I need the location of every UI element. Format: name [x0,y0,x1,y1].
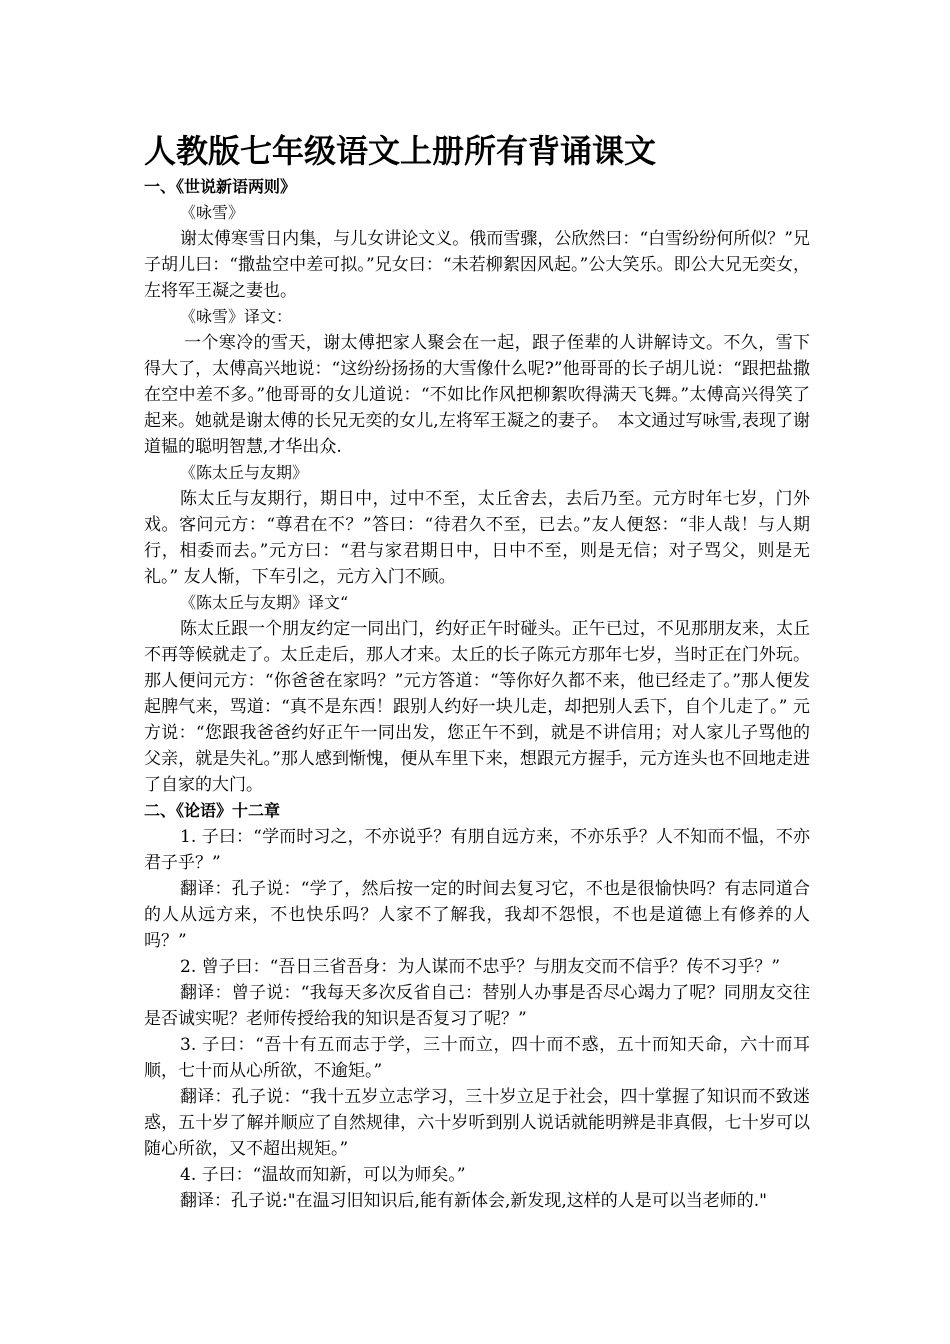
analects-item: 3. 子曰：“吾十有五而志于学，三十而立，四十而不惑，五十而知天命，六十而耳顺，七十而从心所欲，不逾矩。” [144,1035,810,1081]
document-title: 人教版七年级语文上册所有背诵课文 [144,132,657,170]
document-page [144,128,810,1214]
poem-title: 《陈太丘与友期》 [180,463,309,482]
analects-item: 4. 子曰：“温故而知新，可以为师矣。” [180,1165,466,1185]
paragraph: 一个寒冷的雪天，谢太傅把家人聚会在一起，跟子侄辈的人讲解诗文。不久，雪下得大了，太傅高兴地说：“这纷纷扬扬的大雪像什么呢?”他哥哥的长子胡儿说：“跟把盐撒在空中差不多。”他哥哥的女儿道说：“不如比作风把柳絮吹得满天飞舞。”太傅高兴得笑了起来。她就是谢太傅的长兄无奕的女儿,左将军王凝之的妻子。 本文通过写咏雪,表现了谢道韫的聪明智慧,才华出众. [144,333,810,457]
analects-item: 1. 子曰：“学而时习之，不亦说乎？有朋自远方来，不亦乐乎？人不知而不愠，不亦君子乎？” [144,827,810,873]
translation-title: 《陈太丘与友期》译文“ [180,593,349,612]
translation-paragraph: 翻译：孔子说：“我十五岁立志学习，三十岁立足于社会，四十掌握了知识而不致迷惑，五十岁了解并顺应了自然规律，六十岁听到别人说话就能明辨是非真假，七十岁可以随心所欲，又不超出规矩。” [144,1087,810,1159]
paragraph: 陈太丘与友期行，期日中，过中不至，太丘舍去，去后乃至。元方时年七岁，门外戏。客问元方：“尊君在不？”答曰：“待君久不至，已去。”友人便怒：“非人哉！与人期行，相委而去。”元方曰：“君与家君期日中，日中不至，则是无信；对子骂父，则是无礼。” 友人惭，下车引之，元方入门不顾。 [144,489,810,587]
translation-paragraph: 翻译：孔子说:"在温习旧知识后,能有新体会,新发现,这样的人是可以当老师的." [180,1191,767,1211]
translation-title: 《咏雪》译文： [180,307,293,326]
paragraph: 陈太丘跟一个朋友约定一同出门，约好正午时碰头。正午已过，不见那朋友来，太丘不再等候就走了。太丘走后，那人才来。太丘的长子陈元方那年七岁，当时正在门外玩。那人便问元方：“你爸爸在家吗？”元方答道：“等你好久都不来，他已经走了。”那人便发起脾气来，骂道：“真不是东西！跟别人约好一块儿走，却把别人丢下，自个儿走了。” 元方说：“您跟我爸爸约好正午一同出发，您正午不到，就是不讲信用；对人家儿子骂他的父亲，就是失礼。”那人感到惭愧，便从车里下来，想跟元方握手，元方连头也不回地走进了自家的大门。 [144,619,810,795]
translation-paragraph: 翻译：孔子说：“学了，然后按一定的时间去复习它，不也是很愉快吗？有志同道合的人从远方来，不也快乐吗？人家不了解我，我却不怨恨，不也是道德上有修养的人吗？” [144,879,810,951]
poem-title: 《咏雪》 [180,203,245,222]
analects-item: 2. 曾子曰：“吾日三省吾身：为人谋而不忠乎？与朋友交而不信乎？传不习乎？” [180,957,781,977]
translation-paragraph: 翻译：曾子说：“我每天多次反省自己：替别人办事是否尽心竭力了呢？同朋友交往是否诚实呢？老师传授给我的知识是否复习了呢？” [144,983,810,1029]
paragraph: 谢太傅寒雪日内集，与儿女讲论文义。俄而雪骤，公欣然曰：“白雪纷纷何所似？”兄子胡儿曰：“撒盐空中差可拟。”兄女曰：“未若柳絮因风起。”公大笑乐。即公大兄无奕女，左将军王凝之妻也。 [144,229,810,301]
section-heading: 一、《世说新语两则》 [144,177,297,196]
section-1 [144,174,810,798]
section-2 [144,798,810,1214]
section-heading: 二、《论语》十二章 [144,801,281,820]
